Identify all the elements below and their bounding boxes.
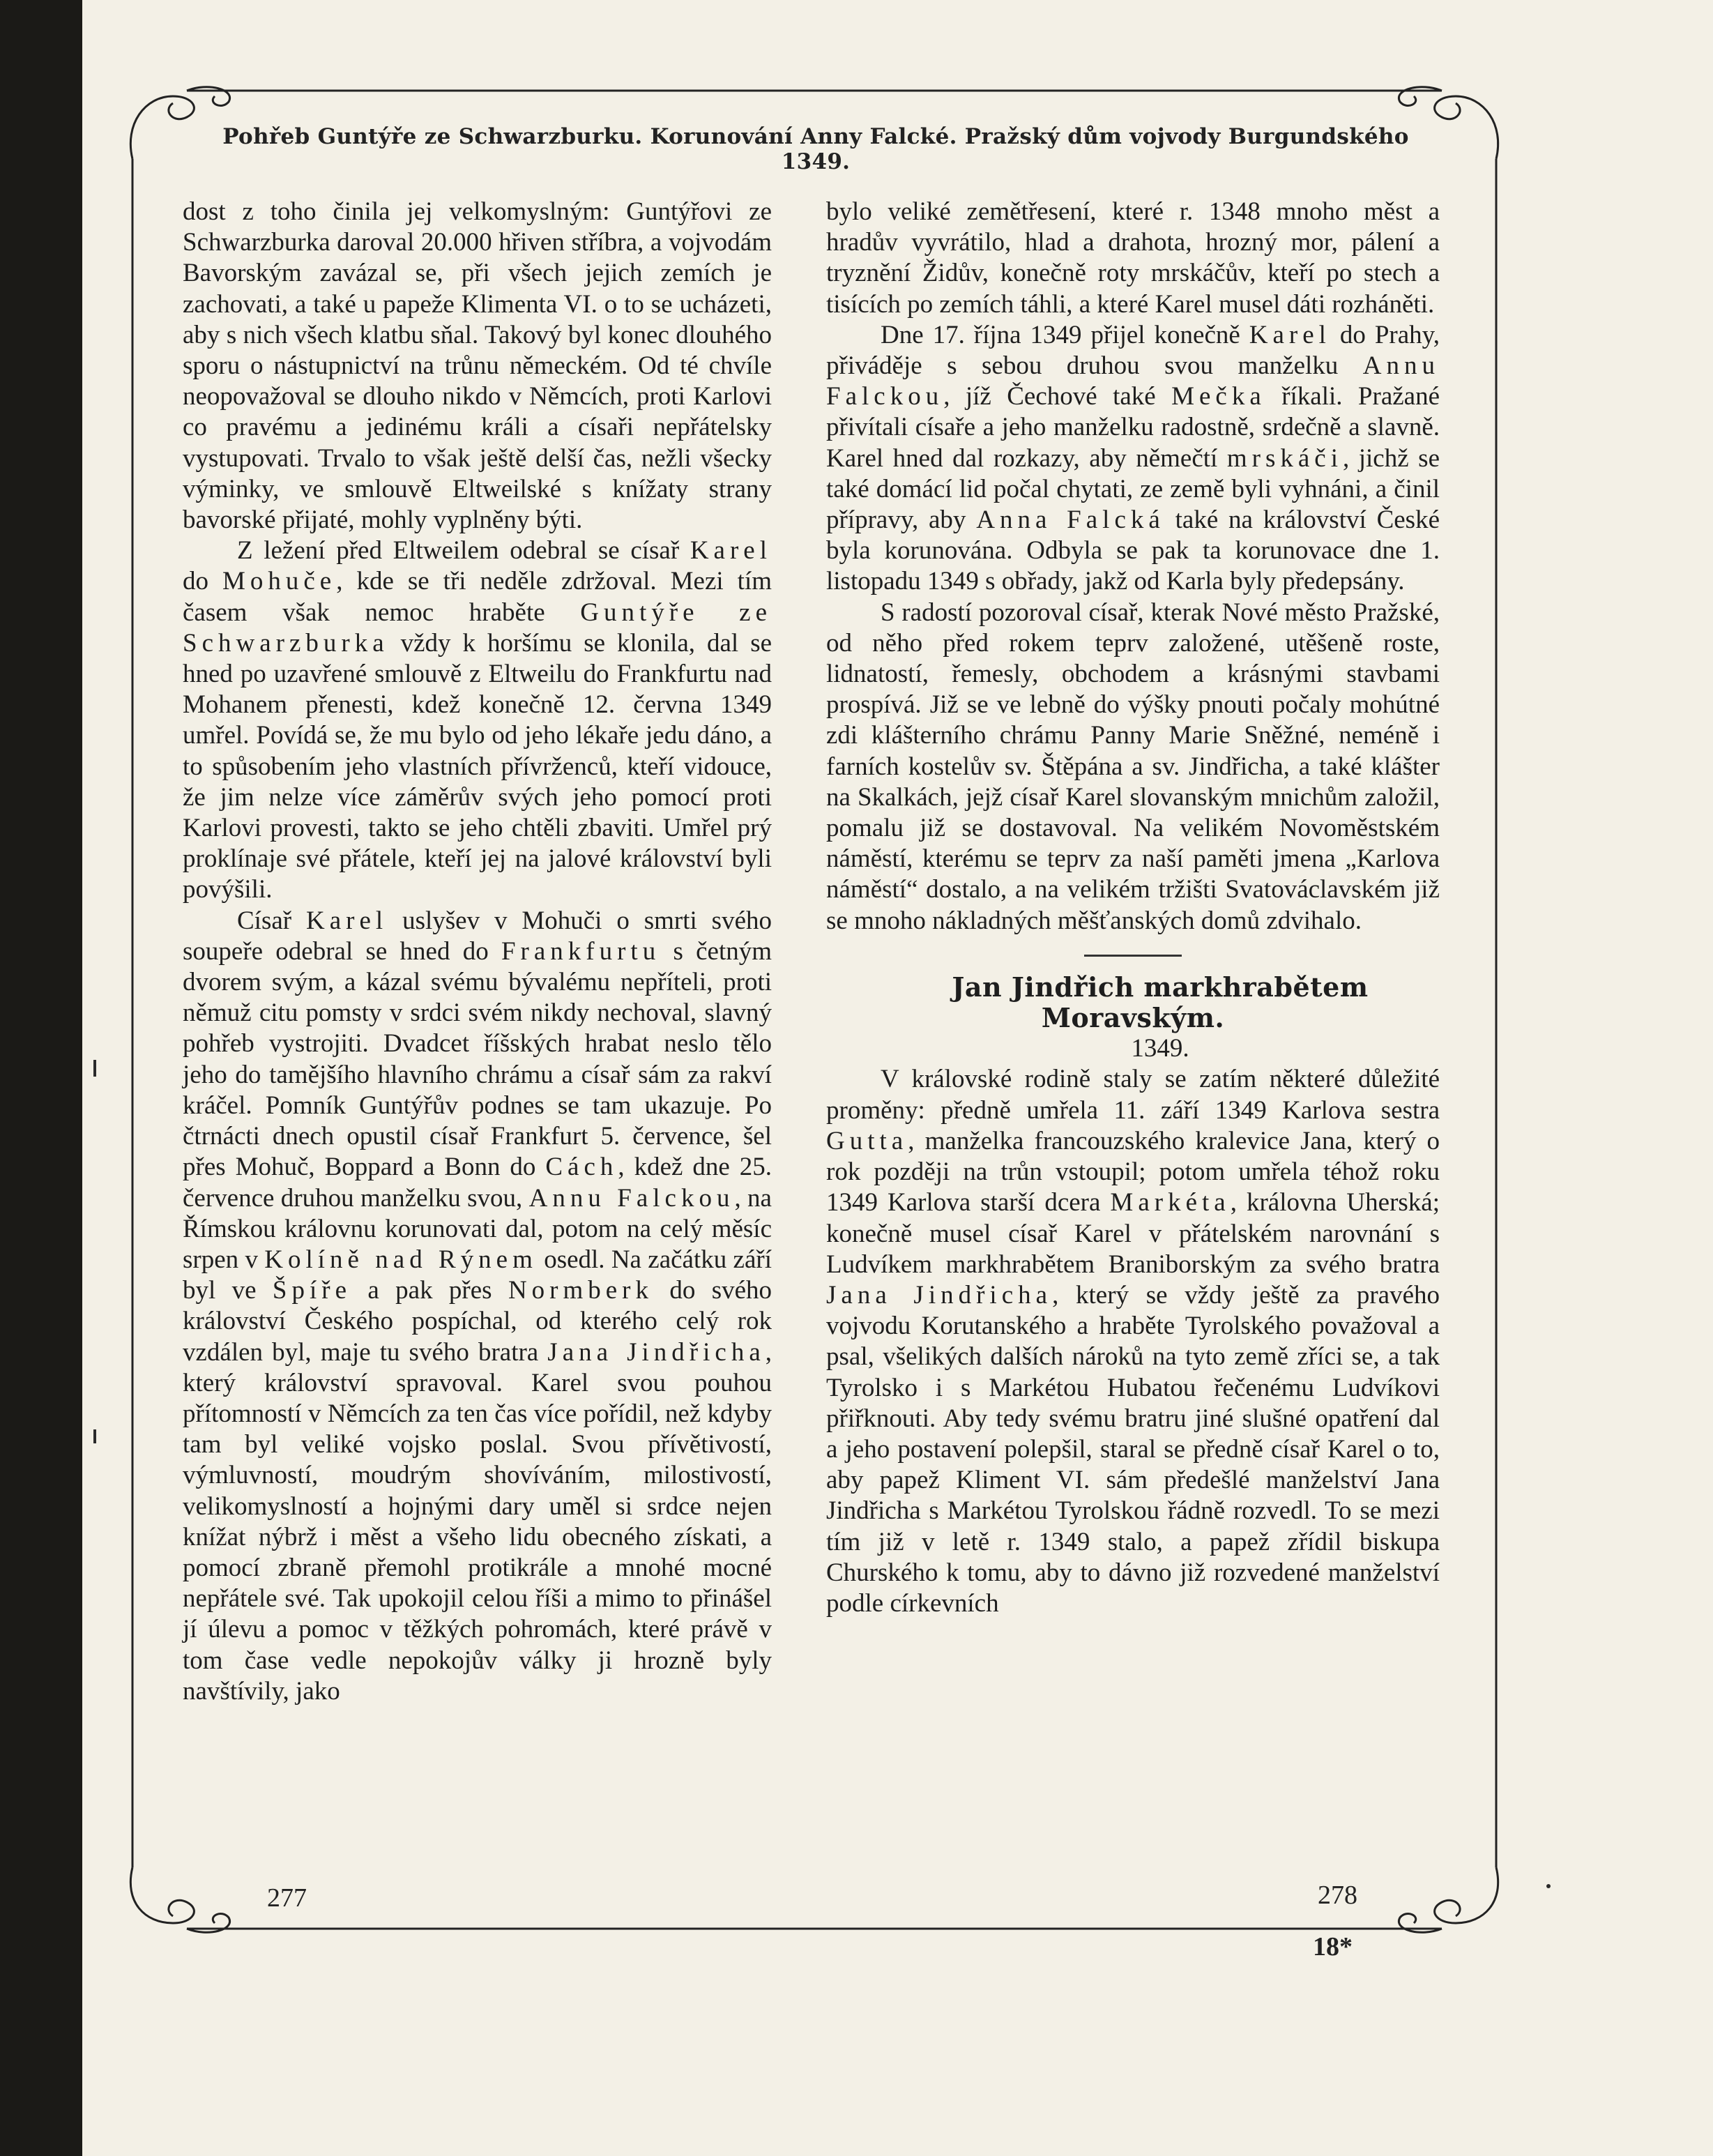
paragraph: bylo veliké zemětřesení, které r. 1348 mnoho měst a hradův vyvrátilo, hlad a drahota, hrozný mor, pálení a tryznění Židův, konečně roty mrskáčův, kteří po stech a tisících po zemích táhli, a které Karel musel dáti rozháněti. [826,197,1440,319]
page-number-right: 278 [1318,1881,1357,1910]
section-year: 1349. [1131,1034,1189,1063]
left-column [183,197,772,1707]
paragraph: Z ležení před Eltweilem odebral se císař Karel do Mohuče, kde se tři neděle zdržoval. Mezi tím časem však nemoc hraběte Guntýře ze Schwarzburka vždy k horšímu se klonila, dal se hned po uzavřené smlouvě z Eltweilu do Frankfurtu nad Mohanem přenesti, kdež konečně 12. června 1349 umřel. Povídá se, že mu bylo od jeho lékaře jedu dáno, a to spůsobením jeho vlastních přívrženců, kteří vidouce, že jim nelze více záměrův svých jeho pomocí proti Karlovi provesti, takto se jeho chtěli zbaviti. Umřel prý proklínaje své přátele, kteří jej na jalové království byli povýšili. [183,536,772,904]
margin-mark [93,1429,96,1443]
page-number-left: 277 [267,1883,307,1913]
paragraph: Dne 17. října 1349 přijel konečně Karel do Prahy, přiváděje s sebou druhou svou manželku Annu Falckou, jíž Čechové také Mečka říkali. Pražané přivítali císaře a jeho manželku radostně, srdečně a slavně. Karel hned dal rozkazy, aby němečtí mrskáči, jichž se také domácí lid počal chytati, ze země byli vyhnáni, a činil přípravy, aby Anna Falcká také na království České byla korunována. Odbyla se pak ta korunovace dne 1. listopadu 1349 s obřady, jakž od Karla byly předepsány. [826,320,1440,596]
running-header: Pohřeb Guntýře ze Schwarzburku. Korunování Anny Falcké. Pražský dům vojvody Burgundského 1349. [222,124,1409,174]
paragraph: Císař Karel uslyšev v Mohuči o smrti svého soupeře odebral se hned do Frankfurtu s četným dvorem svým, a kázal svému bývalému nepříteli, proti němuž citu pomsty v srdci svém nikdy nechoval, slavný pohřeb vystrojiti. Dvadcet říšských hrabat neslo tělo jeho do tamějšího hlavního chrámu a císař sám za rakví kráčel. Pomník Guntýřův podnes se tam ukazuje. Po čtrnácti dnech opustil císař Frankfurt 5. července, šel přes Mohuč, Boppard a Bonn do Cách, kdež dne 25. července druhou manželku svou, Annu Falckou, na Římskou královnu korunovati dal, potom na celý měsíc srpen v Kolíně nad Rýnem osedl. Na začátku září byl ve Špíře a pak přes Normberk do svého království Českého pospíchal, od kterého celý rok vzdálen byl, maje tu svého bratra Jana Jindřicha, který království spravoval. Karel svou pouhou přítomností v Němcích za ten čas více pořídil, než kdyby tam byl veliké vojsko poslal. Svou přívětivostí, výmluvností, moudrým shovíváním, milostivostí, velikomyslností a hojnými dary uměl si srdce nejen knížat nýbrž i měst a všeho lidu obecného získati, a pomocí zbraně přemohl protikrále a mnohé mocné nepřátele své. Tak upokojil celou říši a mimo to přinášel jí úlevu a pomoc v těžkých pohromách, které právě v tom čase vedle nepokojův války ji hrozně byly navštívily, jako [183,906,772,1706]
paragraph: dost z toho činila jej velkomyslným: Guntýřovi ze Schwarzburka daroval 20.000 hřiven stříbra, a vojvodám Bavorským zavázal se, při všech jejich zemích je zachovati, a také u papeže Klimenta VI. o to se ucházeti, aby s nich všech klatbu sňal. Takový byl konec dlouhého sporu o nástupnictví na trůnu německém. Od té chvíle neopovažoval se dlouho nikdo v Němcích, proti Karlovi co pravému a jedinému králi a císaři nepřátelsky vystupovati. Trvalo to však ještě delší čas, nežli všecky výminky, ve smlouvě Eltweilské s knížaty strany bavorské přijaté, mohly vyplněny býti. [183,197,772,535]
margin-dot [1546,1884,1551,1888]
signature-mark: 18* [1313,1932,1353,1961]
section-title: Jan Jindřich markhrabětem Moravským. [952,971,1369,1034]
section-divider [1084,955,1182,957]
margin-mark [93,1060,96,1077]
right-column [826,197,1440,1619]
paragraph: S radostí pozoroval císař, kterak Nové město Pražské, od něho před rokem teprv založené, utěšeně roste, lidnatostí, řemesly, obchodem a krásnými stavbami prospívá. Již se ve lebně do výšky pnouti počaly mohútné zdi klášterního chrámu Panny Marie Sněžné, neméně i farních kostelův sv. Štěpána a sv. Jindřicha, a také klášter na Skalkách, jejž císař Karel slovanským mnichům založil, pomalu již se dostavoval. Na velikém Novoměstském náměstí, kterému se teprv za naší paměti jmena „Karlova náměstí“ dostalo, a na velikém tržišti Svatováclavském již se mnoho nákladných měšťanských domů zdvihalo. [826,598,1440,935]
paragraph: V královské rodině staly se zatím některé důležité proměny: předně umřela 11. září 1349 Karlova sestra Gutta, manželka francouzského kralevice Jana, který o rok později na trůn vstoupil; potom umřela téhož roku 1349 Karlova starší dcera Markéta, královna Uherská; konečně musel císař Karel v přátelském narovnání s Ludvíkem markhrabětem Braniborským za svého bratra Jana Jindřicha, který se vždy ještě za pravého vojvodu Korutanského a hraběte Tyrolského považoval a psal, všelikých dalších nároků na tyto země zříci se, a tak Tyrolsko i s Markétou Hubatou řečenému Ludvíkovi přiřknouti. Aby tedy svému bratru jiné slušné opatření dal a jeho postavení polepšil, staral se předně císař Karel o to, aby papež Kliment VI. sám předešlé manželství Jana Jindřicha s Markétou Tyrolskou řádně rozvedl. To se mezi tím již v letě r. 1349 stalo, a papež zřídil biskupa Churského k tomu, aby to dávno již rozvedené manželství podle církevních [826,1065,1440,1618]
